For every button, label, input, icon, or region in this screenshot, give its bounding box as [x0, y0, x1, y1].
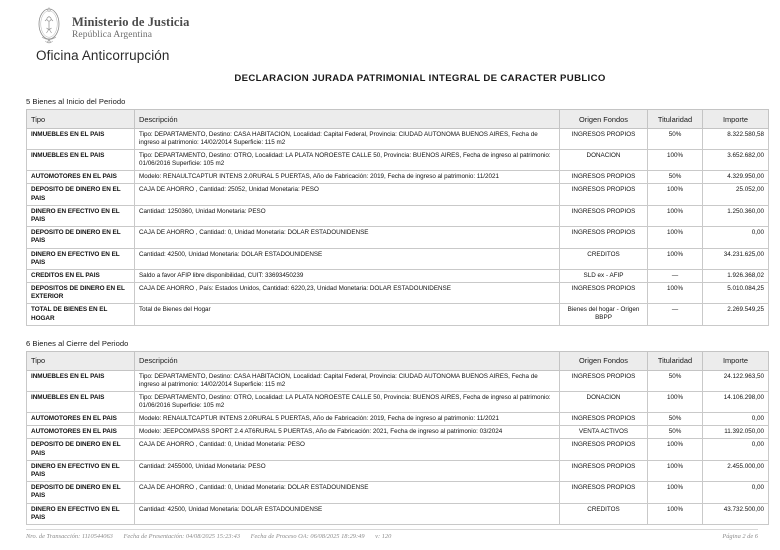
table-row [27, 129, 769, 150]
ministry-identity [72, 13, 189, 40]
cell-titularidad: 100% [648, 482, 703, 503]
column-header-descripcion: Descripción [135, 351, 560, 370]
cell-origen: Bienes del hogar - Origen BBPP [560, 304, 648, 325]
cell-origen: SLD ex - AFIP [560, 269, 648, 282]
cell-importe: 3.652.682,00 [703, 150, 769, 171]
cell-descripcion: CAJA DE AHORRO , Cantidad: 0, Unidad Monetaria: PESO [135, 439, 560, 460]
column-header-importe: Importe [703, 351, 769, 370]
cell-importe: 5.010.084,25 [703, 283, 769, 304]
cell-origen: INGRESOS PROPIOS [560, 439, 648, 460]
table-row [27, 413, 769, 426]
footer-page-number: Página 2 de 6 [722, 533, 758, 540]
cell-descripcion: CAJA DE AHORRO , Cantidad: 0, Unidad Monetaria: DOLAR ESTADOUNIDENSE [135, 227, 560, 248]
table-row [27, 205, 769, 226]
cell-origen: INGRESOS PROPIOS [560, 205, 648, 226]
cell-origen: INGRESOS PROPIOS [560, 460, 648, 481]
footer-presentation-date: Fecha de Presentación: 04/08/2025 15:23:43 [123, 533, 241, 540]
column-header-titularidad: Titularidad [648, 110, 703, 129]
table-header-row [27, 351, 769, 370]
cell-importe: 2.455.000,00 [703, 460, 769, 481]
table-row [27, 439, 769, 460]
table-row [27, 304, 769, 325]
table-row [27, 460, 769, 481]
cell-origen: DONACION [560, 150, 648, 171]
cell-titularidad: 50% [648, 426, 703, 439]
cell-importe: 8.322.580,58 [703, 129, 769, 150]
cell-tipo: DEPOSITO DE DINERO EN EL PAIS [27, 227, 135, 248]
cell-importe: 0,00 [703, 227, 769, 248]
cell-tipo: AUTOMOTORES EN EL PAIS [27, 413, 135, 426]
cell-importe: 1.926.368,02 [703, 269, 769, 282]
cell-tipo: DINERO EN EFECTIVO EN EL PAIS [27, 248, 135, 269]
cell-tipo: CREDITOS EN EL PAIS [27, 269, 135, 282]
column-header-origen: Origen Fondos [560, 110, 648, 129]
cell-importe: 4.329.950,00 [703, 171, 769, 184]
document-header [0, 0, 780, 42]
ministry-name: Ministerio de Justicia [72, 15, 190, 30]
cell-descripcion: Saldo a favor AFIP libre disponibilidad, CUIT: 33693450239 [135, 269, 560, 282]
cell-importe: 2.269.549,25 [703, 304, 769, 325]
cell-titularidad: 100% [648, 227, 703, 248]
table-row [27, 248, 769, 269]
cell-tipo: AUTOMOTORES EN EL PAIS [27, 171, 135, 184]
cell-tipo: INMUEBLES EN EL PAIS [27, 370, 135, 391]
cell-titularidad: 100% [648, 503, 703, 524]
cell-origen: CREDITOS [560, 503, 648, 524]
cell-descripcion: Tipo: DEPARTAMENTO, Destino: OTRO, Localidad: LA PLATA NOROESTE CALLE 50, Provincia: BUENOS AIRES, Fecha de ingreso al patrimonio: 01/06/2016 Superficie: 105 m2 [135, 150, 560, 171]
cell-origen: DONACION [560, 391, 648, 412]
cell-importe: 0,00 [703, 482, 769, 503]
cell-descripcion: CAJA DE AHORRO , País: Estados Unidos, Cantidad: 6220,23, Unidad Monetaria: DOLAR ESTADOUNIDENSE [135, 283, 560, 304]
footer-version: v: 120 [375, 533, 392, 540]
cell-descripcion: Modelo: JEEPCOMPASS SPORT 2.4 AT6RURAL 5 PUERTAS, Año de Fabricación: 2021, Fecha de ingreso al patrimonio: 03/2024 [135, 426, 560, 439]
cell-origen: INGRESOS PROPIOS [560, 184, 648, 205]
country-name: República Argentina [72, 29, 153, 40]
cell-origen: INGRESOS PROPIOS [560, 171, 648, 184]
column-header-tipo: Tipo [27, 110, 135, 129]
table-bienes-cierre [26, 351, 769, 525]
cell-tipo: TOTAL DE BIENES EN EL HOGAR [27, 304, 135, 325]
cell-descripcion: Cantidad: 42500, Unidad Monetaria: DOLAR ESTADOUNIDENSE [135, 503, 560, 524]
cell-descripcion: Modelo: RENAULTCAPTUR INTENS 2.0RURAL 5 PUERTAS, Año de Fabricación: 2019, Fecha de ingreso al patrimonio: 11/2021 [135, 171, 560, 184]
table-row [27, 482, 769, 503]
cell-titularidad: 50% [648, 129, 703, 150]
column-header-origen: Origen Fondos [560, 351, 648, 370]
cell-titularidad: 100% [648, 460, 703, 481]
cell-importe: 0,00 [703, 439, 769, 460]
cell-descripcion: Cantidad: 2455000, Unidad Monetaria: PESO [135, 460, 560, 481]
cell-descripcion: Cantidad: 1250360, Unidad Monetaria: PESO [135, 205, 560, 226]
table-row [27, 227, 769, 248]
footer-transaction-number: Nro. de Transacción: 1110544063 [26, 533, 113, 540]
cell-tipo: DEPOSITO DE DINERO EN EL PAIS [27, 482, 135, 503]
cell-titularidad: 100% [648, 150, 703, 171]
cell-importe: 25.052,00 [703, 184, 769, 205]
table-row [27, 184, 769, 205]
cell-tipo: DEPOSITOS DE DINERO EN EL EXTERIOR [27, 283, 135, 304]
cell-descripcion: CAJA DE AHORRO , Cantidad: 25052, Unidad Monetaria: PESO [135, 184, 560, 205]
cell-titularidad: 50% [648, 370, 703, 391]
table-row [27, 370, 769, 391]
table-row [27, 171, 769, 184]
section-bienes-cierre [0, 339, 780, 525]
cell-importe: 34.231.625,00 [703, 248, 769, 269]
section-cierre-heading: 6 Bienes al Cierre del Periodo [26, 338, 129, 348]
cell-origen: INGRESOS PROPIOS [560, 482, 648, 503]
column-header-importe: Importe [703, 110, 769, 129]
cell-descripcion: Cantidad: 42500, Unidad Monetaria: DOLAR ESTADOUNIDENSE [135, 248, 560, 269]
cell-descripcion: Modelo: RENAULTCAPTUR INTENS 2.0RURAL 5 PUERTAS, Año de Fabricación: 2019, Fecha de ingreso al patrimonio: 11/2021 [135, 413, 560, 426]
declaration-title: DECLARACION JURADA PATRIMONIAL INTEGRAL DE CARACTER PUBLICO [234, 73, 606, 84]
cell-titularidad: — [648, 304, 703, 325]
cell-tipo: DINERO EN EFECTIVO EN EL PAIS [27, 205, 135, 226]
cell-descripcion: Total de Bienes del Hogar [135, 304, 560, 325]
cell-tipo: DINERO EN EFECTIVO EN EL PAIS [27, 503, 135, 524]
document-footer [26, 529, 758, 540]
table-row [27, 269, 769, 282]
table-row [27, 150, 769, 171]
table-bienes-inicio [26, 109, 769, 326]
cell-origen: INGRESOS PROPIOS [560, 227, 648, 248]
cell-tipo: DEPOSITO DE DINERO EN EL PAIS [27, 439, 135, 460]
footer-process-date: Fecha de Proceso OA: 06/08/2025 18:29:49 [250, 533, 365, 540]
cell-importe: 0,00 [703, 413, 769, 426]
table-header-row [27, 110, 769, 129]
cell-titularidad: 50% [648, 171, 703, 184]
cell-descripcion: Tipo: DEPARTAMENTO, Destino: CASA HABITACION, Localidad: Capital Federal, Provincia: CIUDAD AUTONOMA BUENOS AIRES, Fecha de ingreso al patrimonio: 14/02/2014 Superficie: 115 m2 [135, 370, 560, 391]
cell-titularidad: 100% [648, 248, 703, 269]
cell-origen: INGRESOS PROPIOS [560, 129, 648, 150]
cell-origen: INGRESOS PROPIOS [560, 413, 648, 426]
cell-tipo: AUTOMOTORES EN EL PAIS [27, 426, 135, 439]
section-inicio-heading: 5 Bienes al Inicio del Periodo [26, 97, 126, 106]
footer-metadata [26, 533, 400, 540]
cell-titularidad: 100% [648, 184, 703, 205]
cell-tipo: DINERO EN EFECTIVO EN EL PAIS [27, 460, 135, 481]
table-row [27, 283, 769, 304]
argentina-coat-of-arms-icon [34, 6, 64, 48]
cell-importe: 43.732.500,00 [703, 503, 769, 524]
cell-descripcion: Tipo: DEPARTAMENTO, Destino: OTRO, Localidad: LA PLATA NOROESTE CALLE 50, Provincia: BUENOS AIRES, Fecha de ingreso al patrimonio: 01/06/2016 Superficie: 105 m2 [135, 391, 560, 412]
column-header-descripcion: Descripción [135, 110, 560, 129]
column-header-tipo: Tipo [27, 351, 135, 370]
office-title: Oficina Anticorrupción [36, 48, 170, 63]
cell-origen: INGRESOS PROPIOS [560, 370, 648, 391]
cell-titularidad: 100% [648, 391, 703, 412]
cell-origen: VENTA ACTIVOS [560, 426, 648, 439]
cell-titularidad: 100% [648, 205, 703, 226]
section-bienes-inicio [0, 97, 780, 326]
cell-titularidad: — [648, 269, 703, 282]
cell-titularidad: 100% [648, 439, 703, 460]
cell-tipo: DEPOSITO DE DINERO EN EL PAIS [27, 184, 135, 205]
column-header-titularidad: Titularidad [648, 351, 703, 370]
cell-titularidad: 50% [648, 413, 703, 426]
cell-importe: 24.122.963,50 [703, 370, 769, 391]
cell-origen: CREDITOS [560, 248, 648, 269]
cell-origen: INGRESOS PROPIOS [560, 283, 648, 304]
cell-descripcion: CAJA DE AHORRO , Cantidad: 0, Unidad Monetaria: DOLAR ESTADOUNIDENSE [135, 482, 560, 503]
cell-tipo: INMUEBLES EN EL PAIS [27, 129, 135, 150]
cell-tipo: INMUEBLES EN EL PAIS [27, 391, 135, 412]
cell-descripcion: Tipo: DEPARTAMENTO, Destino: CASA HABITACION, Localidad: Capital Federal, Provincia: CIUDAD AUTONOMA BUENOS AIRES, Fecha de ingreso al patrimonio: 14/02/2014 Superficie: 115 m2 [135, 129, 560, 150]
cell-titularidad: 100% [648, 283, 703, 304]
cell-importe: 11.392.050,00 [703, 426, 769, 439]
cell-importe: 14.106.298,00 [703, 391, 769, 412]
cell-tipo: INMUEBLES EN EL PAIS [27, 150, 135, 171]
table-row [27, 426, 769, 439]
table-row [27, 503, 769, 524]
table-row [27, 391, 769, 412]
cell-importe: 1.250.360,00 [703, 205, 769, 226]
